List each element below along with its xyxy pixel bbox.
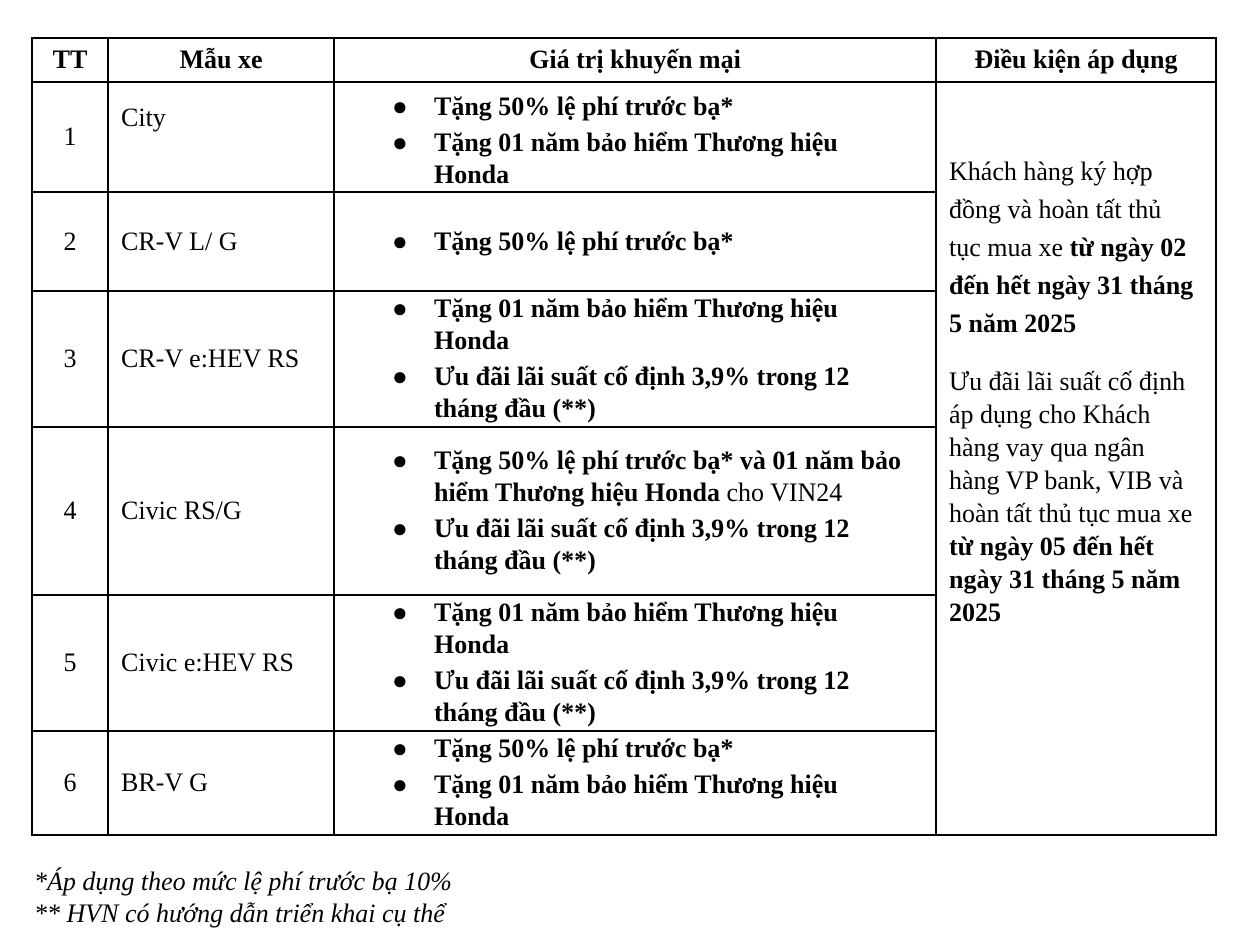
bullet-icon: ●: [392, 734, 408, 763]
header-tt: TT: [32, 38, 108, 82]
promo-item: ● Ưu đãi lãi suất cố định 3,9% trong 12 tháng đầu (**): [392, 362, 850, 423]
promo-item: ● Ưu đãi lãi suất cố định 3,9% trong 12 tháng đầu (**): [392, 514, 850, 575]
promo-list: [335, 445, 935, 577]
promo-cell: [334, 291, 936, 427]
footnotes: [34, 866, 452, 930]
bullet-icon: ●: [392, 598, 408, 627]
promo-item: ● Tặng 01 năm bảo hiểm Thương hiệu Honda: [392, 128, 838, 189]
footnote-2: ** HVN có hướng dẫn triển khai cụ thể: [34, 899, 445, 928]
table-header-row: [32, 38, 1216, 82]
header-model: Mẫu xe: [108, 38, 334, 82]
conditions-cell: [936, 82, 1216, 835]
condition-paragraph-1: Khách hàng ký hợp đồng và hoàn tất thủ tục mua xe từ ngày 02 đến hết ngày 31 tháng 5 năm 2025: [949, 157, 1194, 338]
promo-cell: [334, 427, 936, 595]
promo-list: [335, 226, 935, 258]
row-number: 3: [32, 291, 108, 427]
promo-item: ● Tặng 50% lệ phí trước bạ*: [392, 734, 734, 763]
condition-paragraph-2: Ưu đãi lãi suất cố định áp dụng cho Khách hàng vay qua ngân hàng VP bank, VIB và hoàn tất thủ tục mua xe từ ngày 05 đến hết ngày 31 tháng 5 năm 2025: [949, 367, 1193, 627]
promo-item: ● Tặng 01 năm bảo hiểm Thương hiệu Honda: [392, 770, 838, 831]
promo-list: [335, 293, 935, 425]
promo-item: ● Tặng 01 năm bảo hiểm Thương hiệu Honda: [392, 294, 838, 355]
row-number: 4: [32, 427, 108, 595]
promo-item: ● Tặng 50% lệ phí trước bạ*: [392, 226, 734, 256]
bullet-icon: ●: [392, 666, 408, 695]
promo-item: ● Tặng 50% lệ phí trước bạ* và 01 năm bảo hiểm Thương hiệu Honda cho VIN24: [392, 446, 901, 507]
promo-item: ● Tặng 50% lệ phí trước bạ*: [392, 92, 734, 121]
bullet-icon: ●: [392, 128, 408, 157]
model-name: CR-V e:HEV RS: [108, 291, 334, 427]
row-number: 1: [32, 82, 108, 192]
row-number: 2: [32, 192, 108, 291]
model-name: BR-V G: [108, 731, 334, 835]
bullet-icon: ●: [392, 92, 408, 121]
header-conditions: Điều kiện áp dụng: [936, 38, 1216, 82]
promo-list: [335, 91, 935, 191]
table-row: [32, 82, 1216, 192]
bullet-icon: ●: [392, 226, 408, 256]
header-promo: Giá trị khuyến mại: [334, 38, 936, 82]
row-number: 5: [32, 595, 108, 731]
bullet-icon: ●: [392, 514, 408, 543]
model-name: Civic RS/G: [108, 427, 334, 595]
bullet-icon: ●: [392, 294, 408, 323]
promotion-table: [31, 37, 1217, 836]
promo-cell: [334, 82, 936, 192]
bullet-icon: ●: [392, 362, 408, 391]
model-name: City: [108, 82, 334, 192]
promo-item: ● Ưu đãi lãi suất cố định 3,9% trong 12 tháng đầu (**): [392, 666, 850, 727]
promo-cell: [334, 731, 936, 835]
promo-cell: [334, 595, 936, 731]
promo-item: ● Tặng 01 năm bảo hiểm Thương hiệu Honda: [392, 598, 838, 659]
promo-list: [335, 733, 935, 833]
model-name: Civic e:HEV RS: [108, 595, 334, 731]
model-name: CR-V L/ G: [108, 192, 334, 291]
promo-cell: [334, 192, 936, 291]
footnote-1: *Áp dụng theo mức lệ phí trước bạ 10%: [34, 867, 452, 896]
promo-list: [335, 597, 935, 729]
bullet-icon: ●: [392, 770, 408, 799]
bullet-icon: ●: [392, 446, 408, 475]
row-number: 6: [32, 731, 108, 835]
